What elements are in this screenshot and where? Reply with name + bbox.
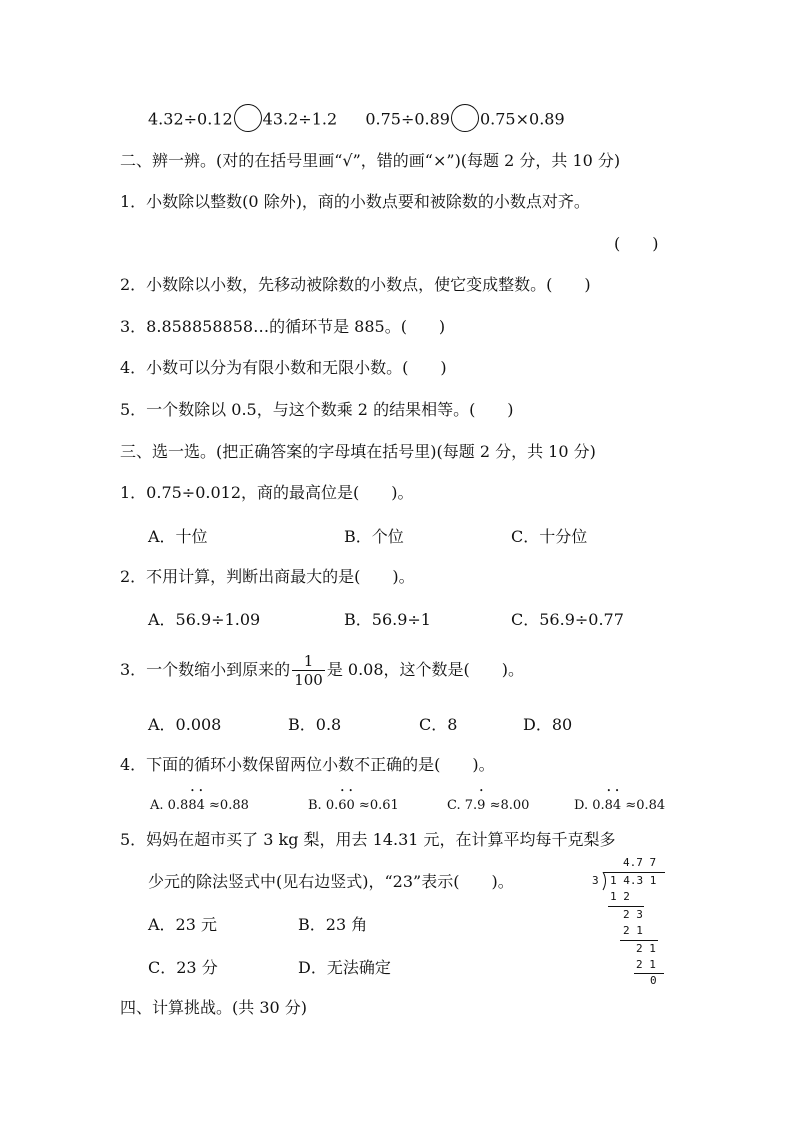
long-division-step5: 2 1 bbox=[636, 958, 656, 971]
section3-q3-option-b[interactable]: B．0.8 bbox=[288, 715, 342, 734]
section3-q2-option-c[interactable]: C．56.9÷0.77 bbox=[511, 610, 624, 629]
section3-q2-option-b[interactable]: B．56.9÷1 bbox=[344, 610, 431, 629]
long-division-divisor: 3 bbox=[592, 874, 599, 887]
option-result: ≈0.84 bbox=[621, 798, 666, 813]
long-division-rule bbox=[634, 973, 664, 974]
section2-q1-paren[interactable]: ( ) bbox=[614, 234, 659, 253]
long-division-rule bbox=[608, 906, 644, 907]
compare-circle-1[interactable] bbox=[234, 104, 262, 132]
section3-q4-option-b[interactable] bbox=[308, 798, 399, 813]
section2-q1: 1．小数除以整数(0 除外)，商的小数点要和被除数的小数点对齐。 bbox=[120, 192, 590, 211]
fraction bbox=[292, 652, 325, 689]
fraction-numerator: 1 bbox=[292, 652, 325, 671]
section3-q4-option-d[interactable] bbox=[574, 798, 665, 813]
section3-q5-option-b[interactable]: B．23 角 bbox=[298, 915, 368, 934]
compare-right-b: 0.75×0.89 bbox=[479, 109, 565, 129]
section3-q1-option-c[interactable]: C．十分位 bbox=[511, 527, 588, 546]
repeating-digit: • 4 bbox=[613, 798, 621, 813]
option-digits: 0.8 bbox=[167, 798, 189, 813]
long-division-step1: 1 2 bbox=[610, 890, 630, 903]
repeating-digit: • 6 bbox=[338, 798, 346, 813]
long-division-bar bbox=[603, 872, 665, 873]
long-division bbox=[590, 856, 670, 986]
option-result: ≈0.61 bbox=[354, 798, 399, 813]
compare-left-a: 4.32÷0.12 bbox=[148, 109, 233, 129]
section3-q4-option-c[interactable] bbox=[447, 798, 529, 813]
option-digits: 7. bbox=[464, 798, 478, 813]
compare-row bbox=[148, 108, 565, 132]
section2-q5: 5．一个数除以 0.5，与这个数乘 2 的结果相等。( ) bbox=[120, 400, 514, 419]
fraction-denominator: 100 bbox=[294, 671, 323, 689]
section3-q4-option-a[interactable] bbox=[150, 798, 249, 813]
long-division-step4: 2 1 bbox=[636, 942, 656, 955]
section3-q3-option-d[interactable]: D．80 bbox=[523, 715, 573, 734]
repeating-digit: • 8 bbox=[188, 798, 196, 813]
compare-right-a: 0.75÷0.89 bbox=[365, 109, 450, 129]
option-digits: 0. bbox=[325, 798, 339, 813]
option-digits: 0. bbox=[592, 798, 605, 813]
section3-q1: 1．0.75÷0.012，商的最高位是( )。 bbox=[120, 483, 414, 502]
compare-circle-2[interactable] bbox=[451, 104, 479, 132]
section3-q3-option-a[interactable]: A．0.008 bbox=[148, 715, 222, 734]
long-division-remainder: 0 bbox=[650, 974, 657, 987]
section3-q5-line2: 少元的除法竖式中(见右边竖式)，“23”表示( )。 bbox=[148, 872, 514, 891]
option-letter: A. bbox=[150, 798, 168, 813]
section3-q1-option-a[interactable]: A．十位 bbox=[148, 527, 208, 546]
compare-left-b: 43.2÷1.2 bbox=[262, 109, 338, 129]
section3-q3 bbox=[120, 650, 524, 690]
long-division-rule bbox=[620, 940, 658, 941]
section3-q3-post: 是 0.08，这个数是( )。 bbox=[326, 660, 525, 679]
section2-q4: 4．小数可以分为有限小数和无限小数。( ) bbox=[120, 358, 447, 377]
long-division-step2: 2 3 bbox=[623, 908, 643, 921]
section4-title: 四、计算挑战。(共 30 分) bbox=[120, 998, 308, 1017]
section3-q4: 4．下面的循环小数保留两位小数不正确的是( )。 bbox=[120, 755, 495, 774]
option-result: ≈8.00 bbox=[485, 798, 530, 813]
option-letter: C. bbox=[447, 798, 465, 813]
section2-q2: 2．小数除以小数，先移动被除数的小数点，使它变成整数。( ) bbox=[120, 275, 591, 294]
repeating-digit: • 0 bbox=[347, 798, 355, 813]
long-division-dividend: 1 4.3 1 bbox=[610, 874, 657, 887]
section3-q2: 2．不用计算，判断出商最大的是( )。 bbox=[120, 567, 415, 586]
repeating-digit: • 4 bbox=[197, 798, 205, 813]
section2-q3: 3．8.858858858…的循环节是 885。( ) bbox=[120, 317, 446, 336]
long-division-step3: 2 1 bbox=[623, 924, 643, 937]
option-letter: B. bbox=[308, 798, 326, 813]
option-letter: D. bbox=[574, 798, 593, 813]
section3-title: 三、选一选。(把正确答案的字母填在括号里)(每题 2 分，共 10 分) bbox=[120, 442, 596, 461]
section3-q5-line1: 5．妈妈在超市买了 3 kg 梨，用去 14.31 元，在计算平均每千克梨多 bbox=[120, 830, 616, 849]
section3-q5-option-c[interactable]: C．23 分 bbox=[148, 958, 218, 977]
section3-q5-option-a[interactable]: A．23 元 bbox=[148, 915, 218, 934]
section3-q5-option-d[interactable]: D．无法确定 bbox=[298, 958, 391, 977]
repeating-digit: • 9 bbox=[477, 798, 485, 813]
section3-q3-option-c[interactable]: C．8 bbox=[419, 715, 458, 734]
section3-q2-option-a[interactable]: A．56.9÷1.09 bbox=[148, 610, 261, 629]
section3-q1-option-b[interactable]: B．个位 bbox=[344, 527, 404, 546]
option-result: ≈0.88 bbox=[204, 798, 249, 813]
repeating-digit: • 8 bbox=[605, 798, 613, 813]
long-division-quotient: 4.7 7 bbox=[623, 856, 657, 869]
section3-q3-pre: 3．一个数缩小到原来的 bbox=[120, 660, 291, 679]
section2-title: 二、辨一辨。(对的在括号里画“√”，错的画“×”)(每题 2 分，共 10 分) bbox=[120, 151, 621, 170]
